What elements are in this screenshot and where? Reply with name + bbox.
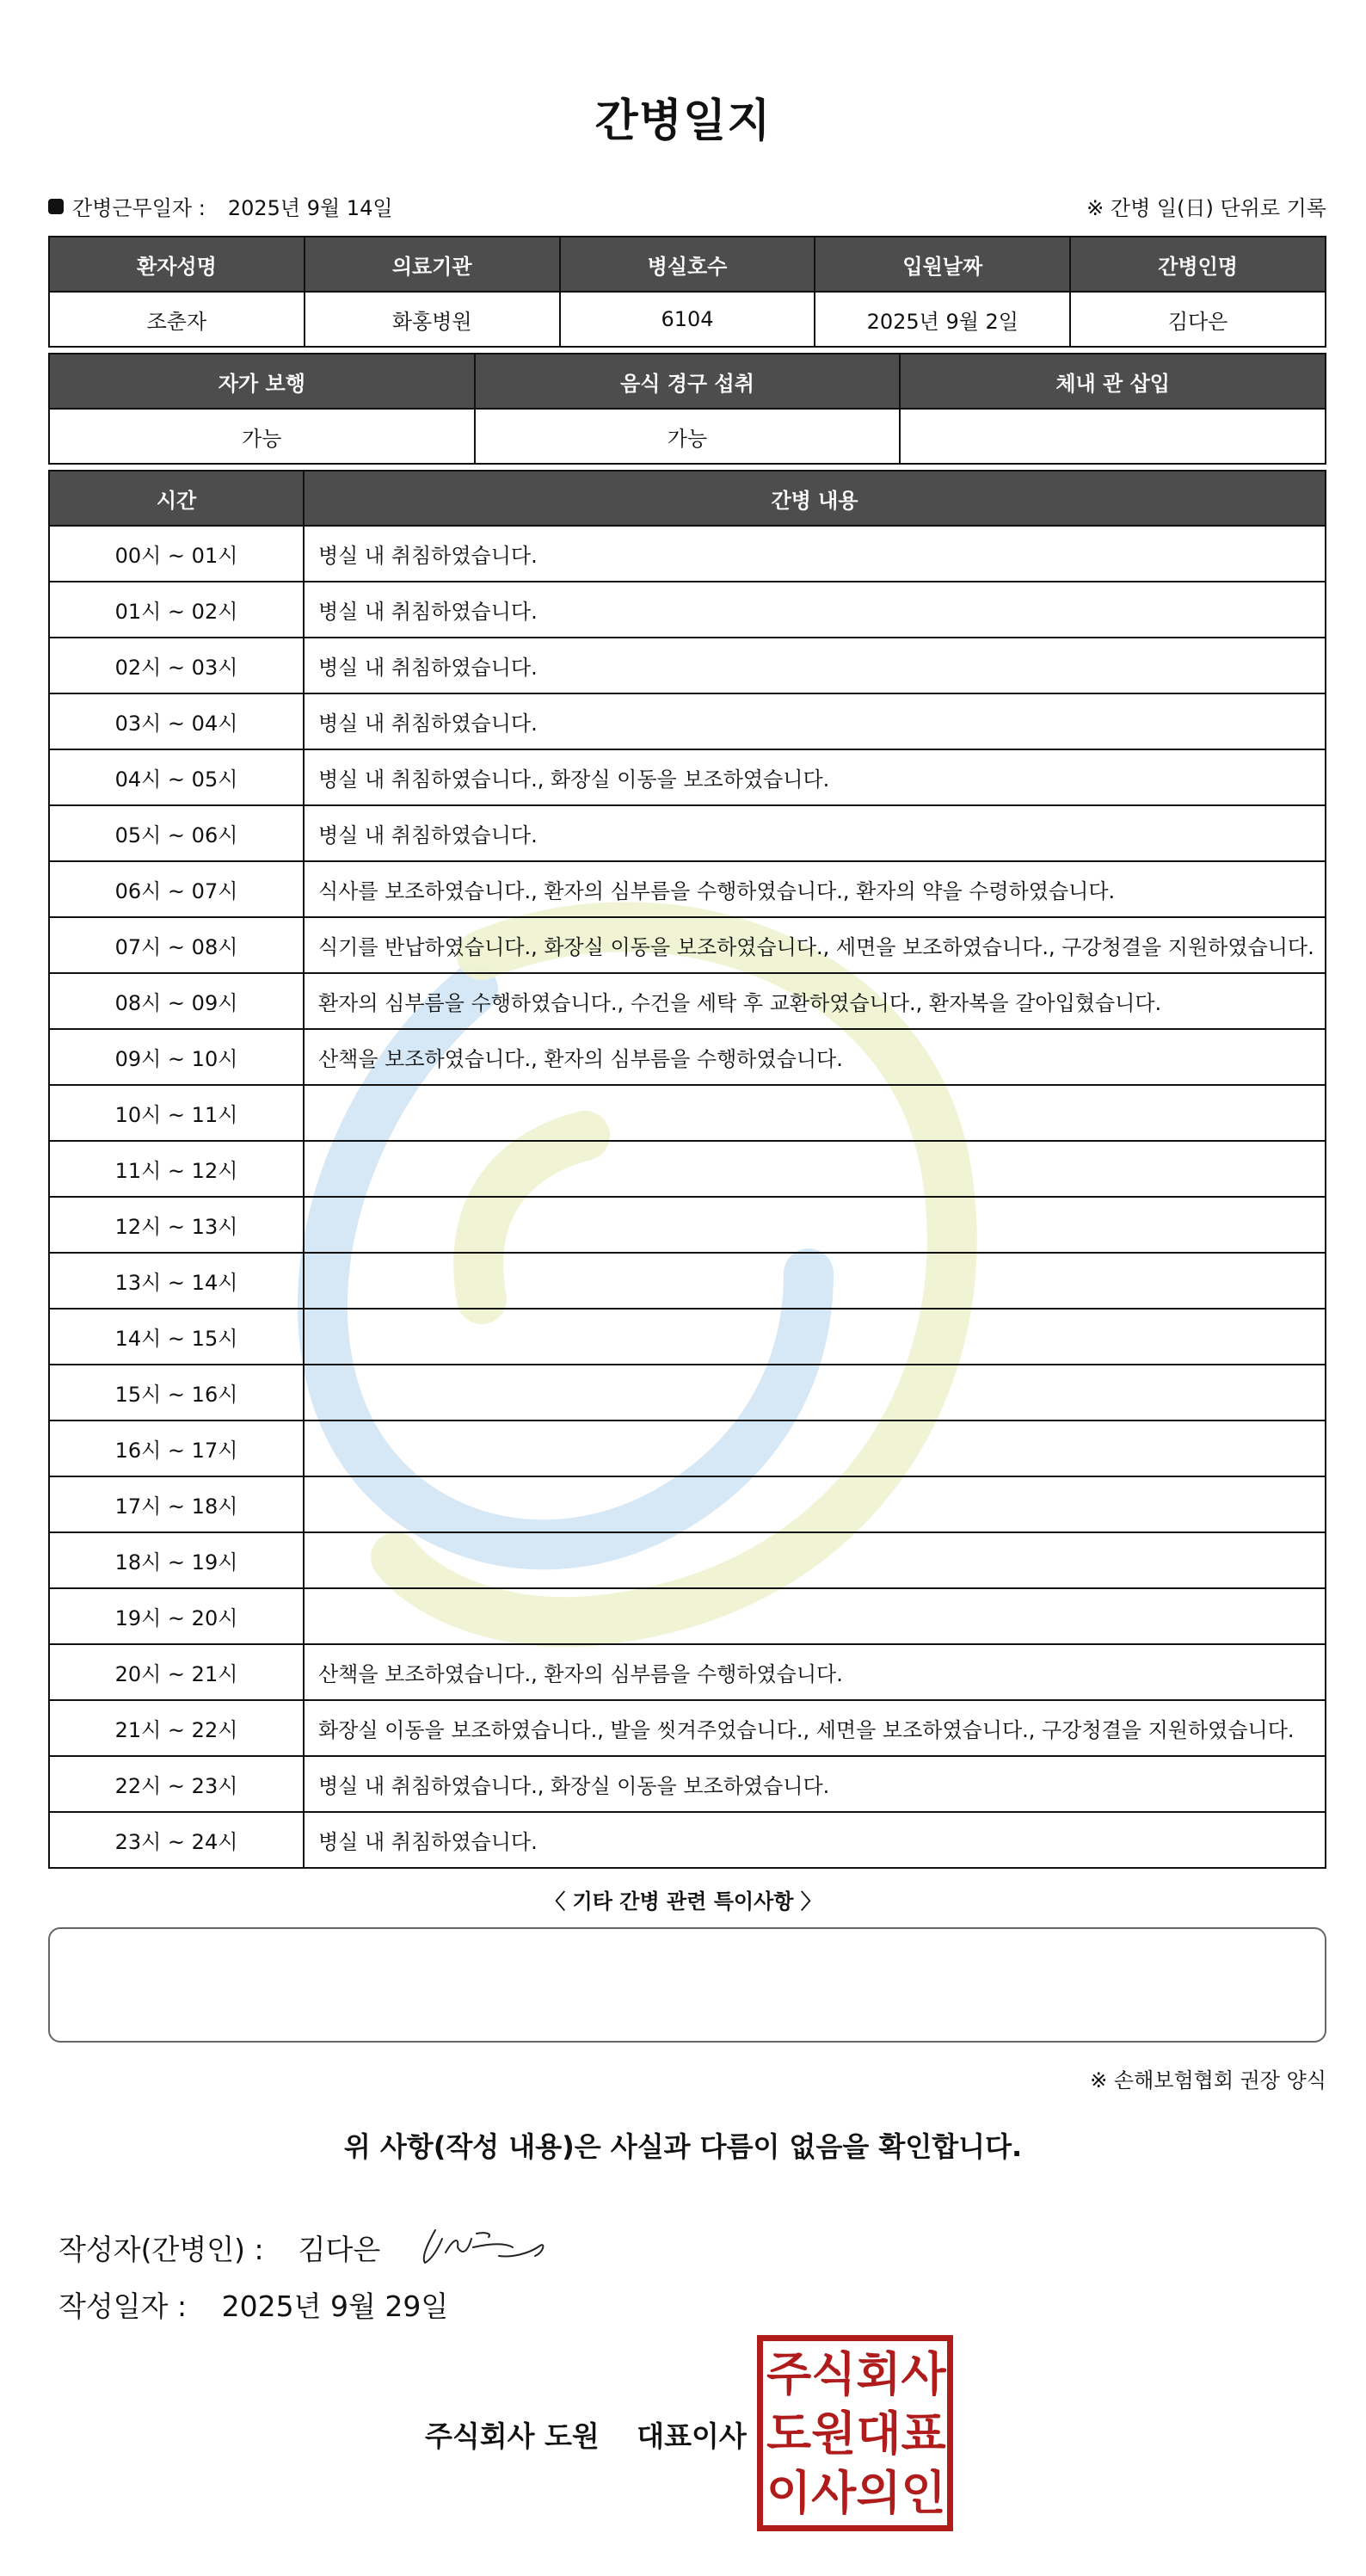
log-header-content: 간병 내용 — [304, 471, 1326, 526]
log-time: 01시 ~ 02시 — [49, 582, 304, 638]
log-time: 14시 ~ 15시 — [49, 1309, 304, 1365]
log-content — [304, 1365, 1326, 1420]
seal-character: 표 — [901, 2405, 946, 2461]
log-time: 09시 ~ 10시 — [49, 1029, 304, 1085]
written-date-line — [58, 2284, 448, 2325]
log-row — [49, 638, 1326, 693]
log-time: 18시 ~ 19시 — [49, 1532, 304, 1588]
admission-date: 2025년 9월 2일 — [815, 292, 1070, 347]
ability-header: 자가 보행 — [49, 354, 475, 409]
log-content: 병실 내 취침하였습니다. — [304, 638, 1326, 693]
seal-character: 회 — [856, 2346, 901, 2402]
log-row — [49, 526, 1326, 582]
tube-insertion-value — [900, 409, 1326, 464]
care-log-table — [48, 470, 1326, 1869]
log-time: 22시 ~ 23시 — [49, 1756, 304, 1812]
log-time: 05시 ~ 06시 — [49, 805, 304, 861]
log-content: 병실 내 취침하였습니다., 화장실 이동을 보조하였습니다. — [304, 1756, 1326, 1812]
log-content — [304, 1532, 1326, 1588]
log-row — [49, 1644, 1326, 1700]
log-row — [49, 1085, 1326, 1141]
log-content: 환자의 심부름을 수행하였습니다., 수건을 세탁 후 교환하였습니다., 환자복을 갈아입혔습니다. — [304, 973, 1326, 1029]
ability-header: 음식 경구 섭취 — [475, 354, 901, 409]
info-header: 의료기관 — [305, 237, 560, 292]
log-time: 08시 ~ 09시 — [49, 973, 304, 1029]
caregiver-name: 김다은 — [1070, 292, 1326, 347]
log-content: 병실 내 취침하였습니다. — [304, 1812, 1326, 1868]
writer-line — [58, 2222, 554, 2273]
seal-character: 의 — [856, 2464, 901, 2520]
log-content — [304, 1309, 1326, 1365]
patient-ability-table — [48, 353, 1326, 465]
meta-row — [48, 191, 1326, 222]
info-header: 간병인명 — [1070, 237, 1326, 292]
info-header: 병실호수 — [560, 237, 815, 292]
log-content: 병실 내 취침하였습니다. — [304, 582, 1326, 638]
log-content: 산책을 보조하였습니다., 환자의 심부름을 수행하였습니다. — [304, 1029, 1326, 1085]
company-seal — [757, 2335, 953, 2531]
log-row — [49, 1700, 1326, 1756]
log-content: 산책을 보조하였습니다., 환자의 심부름을 수행하였습니다. — [304, 1644, 1326, 1700]
self-walking-value: 가능 — [49, 409, 475, 464]
log-time: 21시 ~ 22시 — [49, 1700, 304, 1756]
log-content: 병실 내 취침하였습니다. — [304, 526, 1326, 582]
seal-character: 식 — [811, 2346, 857, 2402]
log-row — [49, 1141, 1326, 1197]
log-time: 19시 ~ 20시 — [49, 1588, 304, 1644]
special-notes-box — [48, 1927, 1326, 2043]
log-row — [49, 805, 1326, 861]
info-header: 입원날짜 — [815, 237, 1070, 292]
patient-info-table — [48, 236, 1326, 348]
log-content: 식기를 반납하였습니다., 화장실 이동을 보조하였습니다., 세면을 보조하였습니다., 구강청결을 지원하였습니다. — [304, 917, 1326, 973]
log-time: 17시 ~ 18시 — [49, 1476, 304, 1532]
log-row — [49, 1309, 1326, 1365]
log-time: 15시 ~ 16시 — [49, 1365, 304, 1420]
company-line — [425, 2414, 747, 2455]
seal-character: 대 — [856, 2405, 901, 2461]
page-title: 간병일지 — [594, 96, 772, 147]
log-row — [49, 1756, 1326, 1812]
written-date-value: 2025년 9월 29일 — [221, 2289, 449, 2323]
log-header-time: 시간 — [49, 471, 304, 526]
hospital-name: 화홍병원 — [305, 292, 560, 347]
log-time: 00시 ~ 01시 — [49, 526, 304, 582]
signature-icon — [416, 2222, 554, 2273]
log-row — [49, 973, 1326, 1029]
ability-header: 체내 관 삽입 — [900, 354, 1326, 409]
log-row — [49, 1476, 1326, 1532]
log-content — [304, 1420, 1326, 1476]
log-time: 10시 ~ 11시 — [49, 1085, 304, 1141]
log-content — [304, 1085, 1326, 1141]
seal-character: 인 — [901, 2464, 946, 2520]
log-time: 16시 ~ 17시 — [49, 1420, 304, 1476]
writer-name: 김다은 — [298, 2232, 381, 2266]
log-row — [49, 1197, 1326, 1253]
log-time: 07시 ~ 08시 — [49, 917, 304, 973]
work-date-label: 간병근무일자 : — [72, 196, 206, 220]
log-time: 12시 ~ 13시 — [49, 1197, 304, 1253]
log-row — [49, 1532, 1326, 1588]
log-time: 04시 ~ 05시 — [49, 749, 304, 805]
log-time: 11시 ~ 12시 — [49, 1141, 304, 1197]
patient-name: 조춘자 — [49, 292, 305, 347]
log-time: 13시 ~ 14시 — [49, 1253, 304, 1309]
unit-note: ※ 간병 일(日) 단위로 기록 — [1086, 196, 1326, 220]
log-time: 20시 ~ 21시 — [49, 1644, 304, 1700]
log-content: 식사를 보조하였습니다., 환자의 심부름을 수행하였습니다., 환자의 약을 수령하였습니다. — [304, 861, 1326, 917]
room-number: 6104 — [560, 292, 815, 347]
log-content — [304, 1476, 1326, 1532]
oral-intake-value: 가능 — [475, 409, 901, 464]
special-notes-label: 〈 기타 간병 관련 특이사항 〉 — [545, 1889, 821, 1914]
seal-character: 주 — [766, 2346, 812, 2402]
log-time: 02시 ~ 03시 — [49, 638, 304, 693]
seal-character: 이 — [766, 2464, 812, 2520]
log-content: 화장실 이동을 보조하였습니다., 발을 씻겨주었습니다., 세면을 보조하였습니다., 구강청결을 지원하였습니다. — [304, 1700, 1326, 1756]
log-row — [49, 1588, 1326, 1644]
recommend-note: ※ 손해보험협회 권장 양식 — [1090, 2068, 1326, 2092]
log-content — [304, 1588, 1326, 1644]
seal-character: 도 — [766, 2405, 812, 2461]
log-time: 23시 ~ 24시 — [49, 1812, 304, 1868]
written-date-label: 작성일자 : — [58, 2289, 188, 2323]
log-row — [49, 749, 1326, 805]
work-date — [48, 191, 393, 221]
confirm-statement: 위 사항(작성 내용)은 사실과 다름이 없음을 확인합니다. — [343, 2130, 1023, 2163]
log-content — [304, 1141, 1326, 1197]
log-row — [49, 917, 1326, 973]
info-header: 환자성명 — [49, 237, 305, 292]
log-row — [49, 582, 1326, 638]
square-bullet-icon — [48, 199, 64, 214]
seal-character: 사 — [901, 2346, 946, 2402]
company-title: 대표이사 — [637, 2419, 747, 2453]
log-row — [49, 1812, 1326, 1868]
log-content: 병실 내 취침하였습니다. — [304, 805, 1326, 861]
log-content: 병실 내 취침하였습니다. — [304, 693, 1326, 749]
log-row — [49, 1253, 1326, 1309]
log-row — [49, 1420, 1326, 1476]
company-name: 주식회사 도원 — [425, 2419, 600, 2453]
seal-character: 사 — [811, 2464, 857, 2520]
log-row — [49, 861, 1326, 917]
writer-label: 작성자(간병인) : — [58, 2232, 264, 2266]
log-row — [49, 693, 1326, 749]
log-row — [49, 1365, 1326, 1420]
log-row — [49, 1029, 1326, 1085]
log-time: 06시 ~ 07시 — [49, 861, 304, 917]
log-content: 병실 내 취침하였습니다., 화장실 이동을 보조하였습니다. — [304, 749, 1326, 805]
log-content — [304, 1197, 1326, 1253]
work-date-value: 2025년 9월 14일 — [227, 196, 393, 220]
log-time: 03시 ~ 04시 — [49, 693, 304, 749]
seal-character: 원 — [811, 2405, 857, 2461]
log-content — [304, 1253, 1326, 1309]
